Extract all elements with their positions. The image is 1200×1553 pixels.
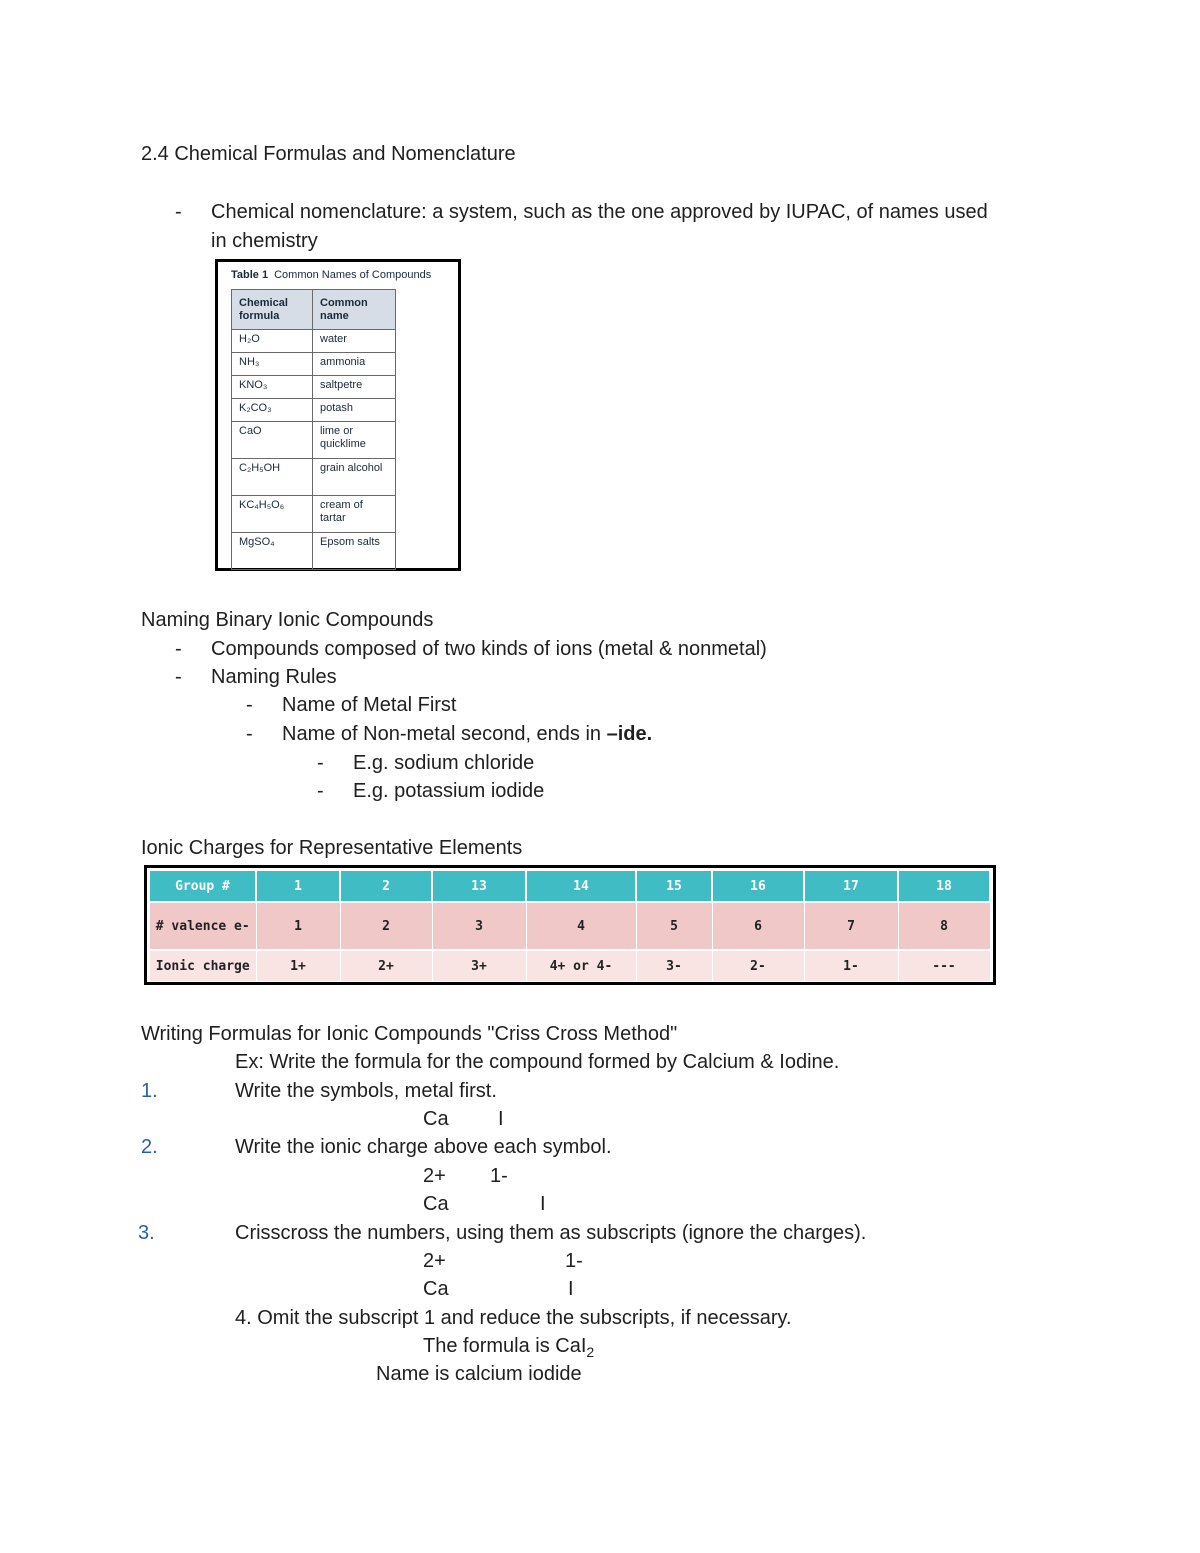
ionic-charges-table: [150, 871, 991, 981]
group-row: [150, 871, 990, 902]
formula-cell: CaO: [232, 422, 313, 459]
step-3-symbol-ca: Ca: [423, 1278, 449, 1300]
common-names-table: [231, 289, 396, 570]
charge-cell: 3+: [432, 950, 526, 981]
step-2-symbol-i: I: [540, 1193, 546, 1215]
rule-nonmetal-second: [282, 722, 652, 746]
valence-cell: 6: [712, 902, 804, 950]
bullet-dash: -: [246, 723, 253, 745]
step-number: 1.: [141, 1080, 158, 1102]
name-cell: ammonia: [313, 353, 396, 376]
table-row: [232, 496, 396, 533]
charge-cell: 1-: [804, 950, 898, 981]
bullet-dash: -: [317, 780, 324, 802]
formula-cell: K₂CO₃: [232, 399, 313, 422]
header-chemical-formula: Chemical formula: [232, 290, 313, 330]
table-row: [232, 353, 396, 376]
name-cell: cream of tartar: [313, 496, 396, 533]
name-cell: saltpetre: [313, 376, 396, 399]
table-row: [232, 399, 396, 422]
group-cell: 16: [712, 871, 804, 902]
binary-definition: Compounds composed of two kinds of ions (metal & nonmetal): [211, 638, 767, 660]
table-caption: [231, 269, 431, 281]
group-cell: 18: [898, 871, 990, 902]
charge-label: Ionic charge: [150, 950, 256, 981]
step-3-text: Crisscross the numbers, using them as subscripts (ignore the charges).: [235, 1222, 867, 1244]
formula-cell: C₂H₅OH: [232, 459, 313, 496]
step-3-symbol-i: I: [568, 1278, 574, 1300]
group-cell: 17: [804, 871, 898, 902]
name-cell: potash: [313, 399, 396, 422]
step-2-symbol-ca: Ca: [423, 1193, 449, 1215]
formula-cell: KNO₃: [232, 376, 313, 399]
charge-row: [150, 950, 990, 981]
table-caption-number: Table 1: [231, 269, 269, 281]
group-cell: 2: [340, 871, 432, 902]
step-1-symbol-i: I: [498, 1108, 504, 1130]
formula-result: [423, 1334, 594, 1364]
step-1-symbol-ca: Ca: [423, 1108, 449, 1130]
bullet-dash: -: [175, 638, 182, 660]
formula-cell: MgSO₄: [232, 533, 313, 570]
ide-suffix: –ide.: [606, 723, 653, 745]
step-3-charge-ca: 2+: [423, 1250, 446, 1272]
example-potassium-iodide: E.g. potassium iodide: [353, 780, 545, 802]
ionic-charges-table-figure: [144, 865, 996, 985]
section-title-binary: Naming Binary Ionic Compounds: [141, 609, 434, 631]
table-row: [232, 533, 396, 570]
example-sodium-chloride: E.g. sodium chloride: [353, 752, 535, 774]
valence-cell: 4: [526, 902, 636, 950]
name-result: Name is calcium iodide: [376, 1363, 582, 1385]
charge-cell: ---: [898, 950, 990, 981]
formula-subscript: 2: [586, 1344, 595, 1360]
step-number: 3.: [138, 1222, 155, 1244]
criss-cross-example: Ex: Write the formula for the compound formed by Calcium & Iodine.: [235, 1051, 840, 1073]
step-number: 2.: [141, 1136, 158, 1158]
group-cell: 14: [526, 871, 636, 902]
step-2-text: Write the ionic charge above each symbol.: [235, 1136, 612, 1158]
nomenclature-definition: Chemical nomenclature: a system, such as the one approved by IUPAC, of names used: [211, 201, 988, 223]
table-row: [232, 376, 396, 399]
table-caption-text: Common Names of Compounds: [274, 269, 432, 281]
name-cell: Epsom salts: [313, 533, 396, 570]
rule-metal-first: Name of Metal First: [282, 694, 457, 716]
bullet-dash: -: [175, 201, 182, 223]
step-1-text: Write the symbols, metal first.: [235, 1080, 497, 1102]
name-cell: grain alcohol: [313, 459, 396, 496]
charge-cell: 4+ or 4-: [526, 950, 636, 981]
group-label: Group #: [150, 871, 256, 902]
group-cell: 1: [256, 871, 340, 902]
step-2-charge-ca: 2+: [423, 1165, 446, 1187]
naming-rules-label: Naming Rules: [211, 666, 337, 688]
formula-cell: KC₄H₅O₆: [232, 496, 313, 533]
valence-row: [150, 902, 990, 950]
charge-cell: 3-: [636, 950, 712, 981]
valence-label: # valence e-: [150, 902, 256, 950]
header-common-name: Common name: [313, 290, 396, 330]
charge-cell: 1+: [256, 950, 340, 981]
valence-cell: 8: [898, 902, 990, 950]
name-cell: lime or quicklime: [313, 422, 396, 459]
valence-cell: 1: [256, 902, 340, 950]
step-2-charge-i: 1-: [490, 1165, 508, 1187]
formula-result-text: The formula is CaI: [423, 1335, 587, 1357]
charge-cell: 2-: [712, 950, 804, 981]
page-title: 2.4 Chemical Formulas and Nomenclature: [141, 143, 516, 165]
valence-cell: 7: [804, 902, 898, 950]
charge-cell: 2+: [340, 950, 432, 981]
bullet-dash: -: [246, 694, 253, 716]
valence-cell: 2: [340, 902, 432, 950]
section-title-ionic-charges: Ionic Charges for Representative Elements: [141, 837, 523, 859]
group-cell: 13: [432, 871, 526, 902]
bullet-dash: -: [317, 752, 324, 774]
valence-cell: 3: [432, 902, 526, 950]
name-cell: water: [313, 330, 396, 353]
table-row: [232, 459, 396, 496]
valence-cell: 5: [636, 902, 712, 950]
section-title-criss-cross: Writing Formulas for Ionic Compounds "Criss Cross Method": [141, 1023, 678, 1045]
table-row: [232, 330, 396, 353]
step-4-text: 4. Omit the subscript 1 and reduce the subscripts, if necessary.: [235, 1307, 792, 1329]
group-cell: 15: [636, 871, 712, 902]
rule-nonmetal-text: Name of Non-metal second, ends in: [282, 723, 602, 745]
formula-cell: H₂O: [232, 330, 313, 353]
bullet-dash: -: [175, 666, 182, 688]
step-3-charge-i: 1-: [565, 1250, 583, 1272]
formula-cell: NH₃: [232, 353, 313, 376]
common-names-table-figure: [215, 259, 461, 571]
nomenclature-definition-cont: in chemistry: [211, 230, 318, 252]
table-row: [232, 422, 396, 459]
